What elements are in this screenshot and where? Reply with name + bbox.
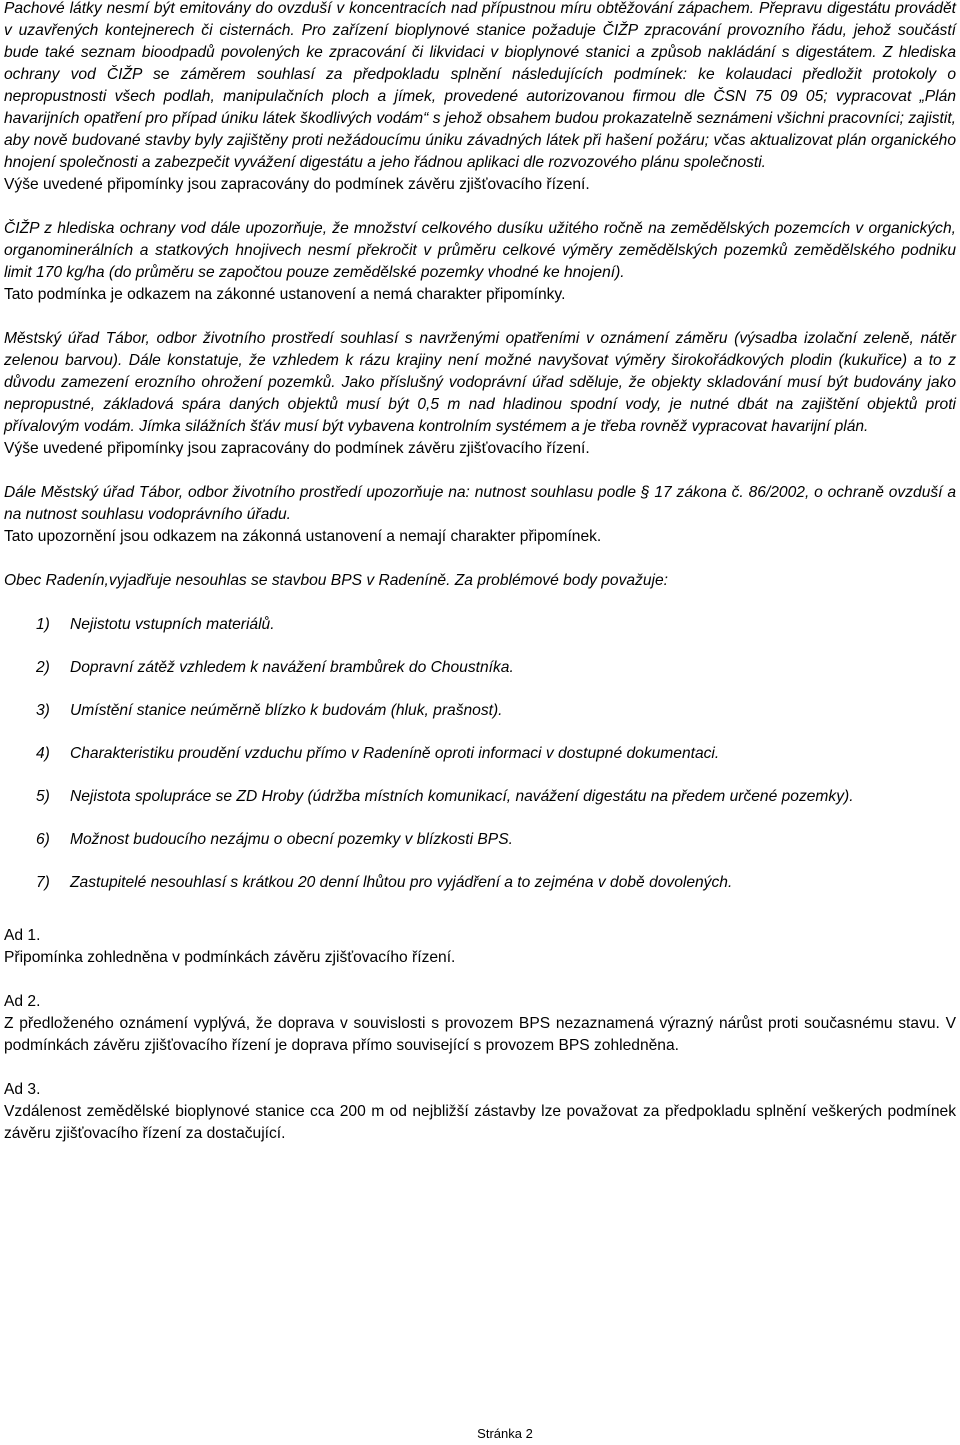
list-item-text: Charakteristiku proudění vzduchu přímo v Radeníně oproti informaci v dostupné dokumentaci. (70, 745, 720, 762)
list-item (4, 614, 956, 636)
list-item-number: 5) (36, 788, 50, 805)
mu-tabor-response: Výše uvedené připomínky jsou zapracovány do podmínek závěru zjišťovacího řízení. (4, 440, 590, 457)
list-item (4, 786, 956, 808)
list-item-text: Možnost budoucího nezájmu o obecní pozemky v blízkosti BPS. (70, 831, 513, 848)
list-item-text: Nejistotu vstupních materiálů. (70, 616, 275, 633)
list-item-number: 6) (36, 831, 50, 848)
list-item-text: Dopravní zátěž vzhledem k navážení brambůrek do Choustníka. (70, 659, 514, 676)
list-item-text: Nejistota spolupráce se ZD Hroby (údržba místních komunikací, navážení digestátu na předem určené pozemky). (70, 788, 854, 805)
response-text: Z předloženého oznámení vyplývá, že doprava v souvislosti s provozem BPS nezaznamená výrazný nárůst proti současnému stavu. V podmínkách závěru zjišťovacího řízení je doprava přímo související s provozem BPS zohledněna. (4, 1015, 956, 1054)
list-item-number: 3) (36, 702, 50, 719)
document-body (4, 0, 956, 1145)
paragraph-3 (4, 328, 956, 460)
municipality-intro: Obec Radenín,vyjadřuje nesouhlas se stavbou BPS v Radeníně. Za problémové body považuje: (4, 572, 669, 589)
mu-tabor-notice-text: Dále Městský úřad Tábor, odbor životního prostředí upozorňuje na: nutnost souhlasu podle § 17 zákona č. 86/2002, o ochraně ovzduší a na nutnost souhlasu vodoprávního úřadu. (4, 484, 956, 523)
mu-tabor-notice-response: Tato upozornění jsou odkazem na zákonná ustanovení a nemají charakter připomínek. (4, 528, 602, 545)
page-number: Stránka 2 (477, 1426, 533, 1441)
paragraph-2 (4, 218, 956, 306)
paragraph-1 (4, 0, 956, 196)
list-item (4, 657, 956, 679)
cizp-conditions-text: Pachové látky nesmí být emitovány do ovzduší v koncentracích nad přípustnou míru obtěžování zápachem. Přepravu digestátu provádět v uzavřených kontejnerech či cisternách. Pro zařízení bioplynové stanice požaduje ČIŽP zpracování provozního řádu, jehož součástí bude také seznam bioodpadů povolených ke zpracování či likvidaci v bioplynové stanici a způsob nakládání s digestátem. Z hlediska ochrany vod ČIŽP se záměrem souhlasí za předpokladu splnění následujících podmínek: ke kolaudaci předložit protokoly o nepropustnosti všech podlah, manipulačních ploch a jímek, provedené autorizovanou firmou dle ČSN 75 09 05; vypracovat „Plán havarijních opatření pro případ úniku látek škodlivých vodám“ s jehož obsahem budou prokazatelně seznámeni všichni pracovníci; zajistit, aby nově budované stavby byly zajištěny proti nežádoucímu úniku závadných látek při hašení požáru; včas aktualizovat plán organického hnojení společnosti a zabezpečit vyvážení digestátu a jeho řádnou aplikaci dle rozvozového plánu společnosti. (4, 0, 956, 171)
response-ad-1 (4, 925, 956, 969)
list-item (4, 743, 956, 765)
list-item-number: 4) (36, 745, 50, 762)
paragraph-4 (4, 482, 956, 548)
response-heading: Ad 1. (4, 927, 41, 944)
page-footer (0, 1426, 960, 1442)
response-heading: Ad 2. (4, 993, 41, 1010)
list-item (4, 829, 956, 851)
cizp-nitrogen-text: ČIŽP z hlediska ochrany vod dále upozorňuje, že množství celkového dusíku užitého ročně na zemědělských pozemcích v organických, organominerálních a statkových hnojivech nesmí překročit v průměru celkové výměry zemědělských pozemků zemědělského podniku limit 170 kg/ha (do průměru se započtou pouze zemědělské pozemky vhodné ke hnojení). (4, 220, 956, 281)
list-item-number: 2) (36, 659, 50, 676)
list-item-text: Umístění stanice neúměrně blízko k budovám (hluk, prašnost). (70, 702, 503, 719)
list-item-number: 7) (36, 874, 50, 891)
cizp-conditions-response: Výše uvedené připomínky jsou zapracovány do podmínek závěru zjišťovacího řízení. (4, 176, 590, 193)
response-ad-3 (4, 1079, 956, 1145)
response-heading: Ad 3. (4, 1081, 41, 1098)
response-ad-2 (4, 991, 956, 1057)
list-item-text: Zastupitelé nesouhlasí s krátkou 20 denní lhůtou pro vyjádření a to zejména v době dovolených. (70, 874, 733, 891)
response-text: Vzdálenost zemědělské bioplynové stanice cca 200 m od nejbližší zástavby lze považovat za předpokladu splnění veškerých podmínek závěru zjišťovacího řízení za dostačující. (4, 1103, 956, 1142)
list-item (4, 872, 956, 894)
cizp-nitrogen-response: Tato podmínka je odkazem na zákonné ustanovení a nemá charakter připomínky. (4, 286, 566, 303)
response-text: Připomínka zohledněna v podmínkách závěru zjišťovacího řízení. (4, 949, 456, 966)
list-item-number: 1) (36, 616, 50, 633)
mu-tabor-text: Městský úřad Tábor, odbor životního prostředí souhlasí s navrženými opatřeními v oznámení záměru (výsadba izolační zeleně, nátěr zelenou barvou). Dále konstatuje, že vzhledem k rázu krajiny není možné navyšovat výměry širokořádkových plodin (kukuřice) a to z důvodu zamezení erozního ohrožení pozemků. Jako příslušný vodoprávní úřad sděluje, že objekty skladování musí být budovány jako nepropustné, základová spára daných objektů musí být 0,5 m nad hladinou spodní vody, je nutné dbát na zajištění objektů proti přívalovým vodám. Jímka silážních šťáv musí být vybavena kontrolním systémem a je třeba rovněž vypracovat havarijní plán. (4, 330, 956, 435)
list-item (4, 700, 956, 722)
objection-list (4, 614, 956, 894)
